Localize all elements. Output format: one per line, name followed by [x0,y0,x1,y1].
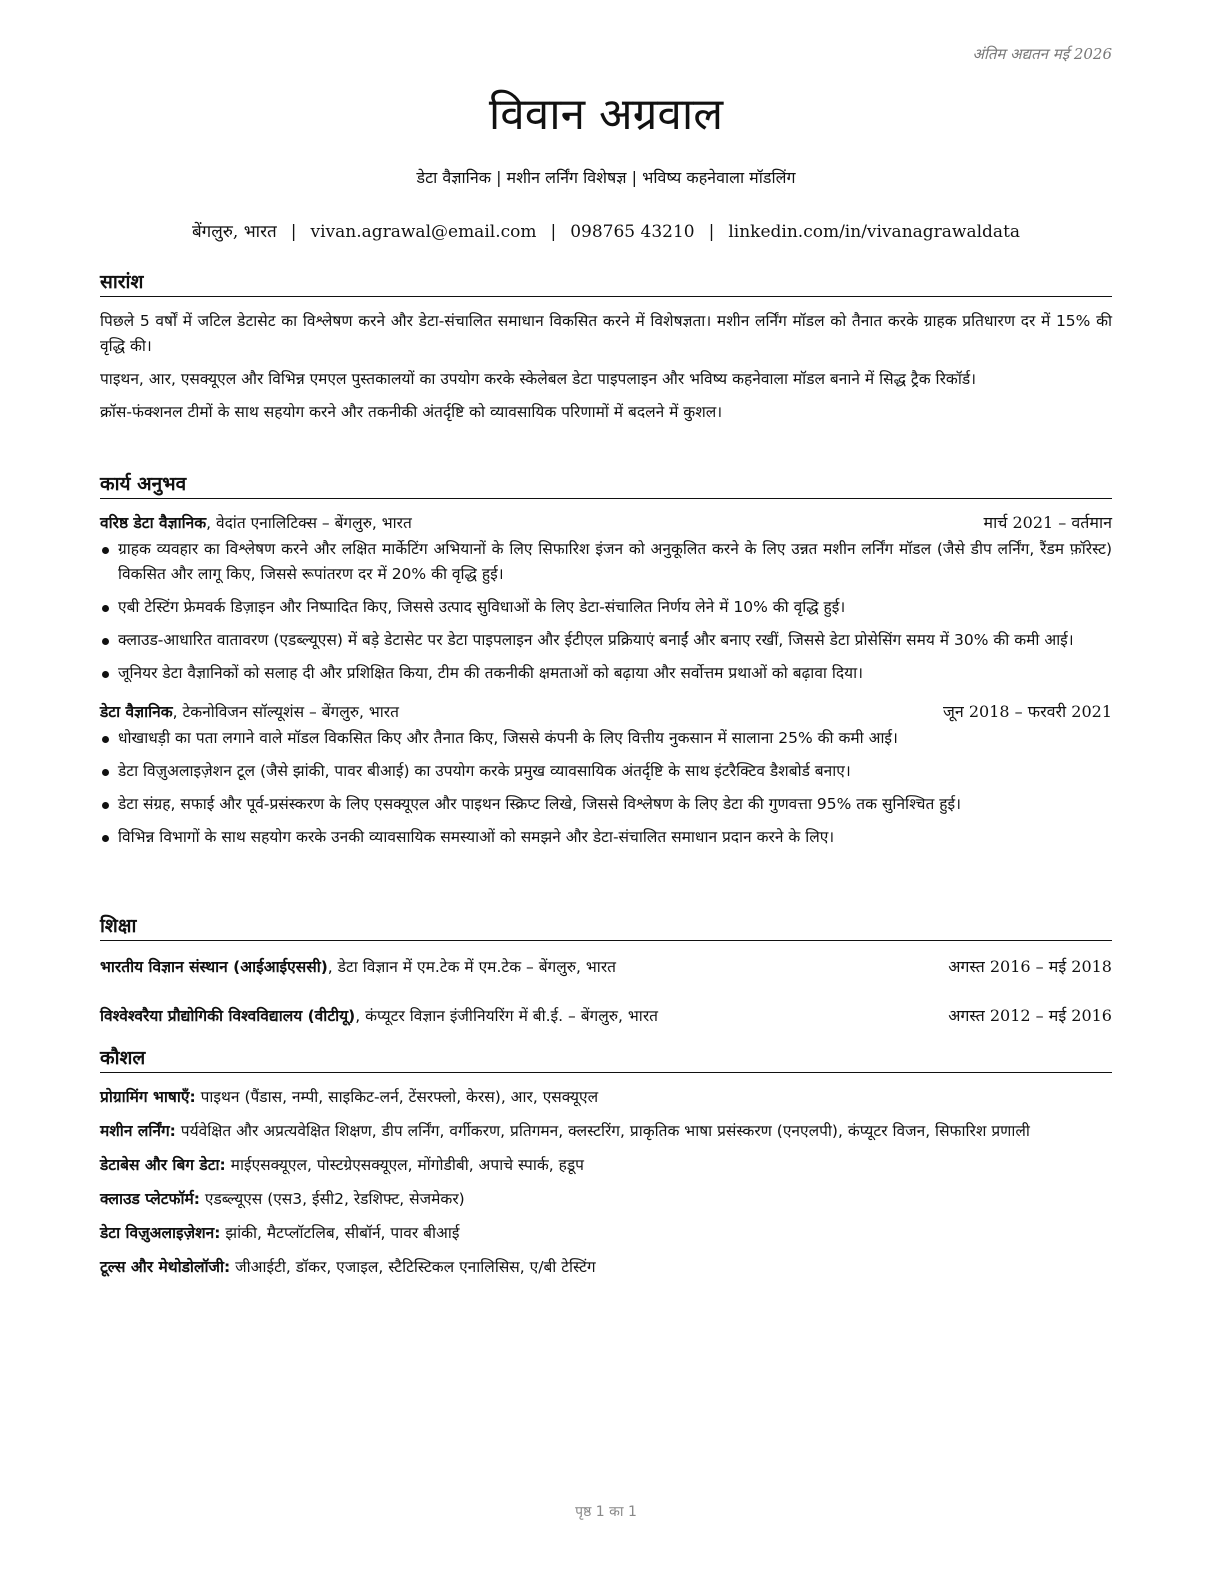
skill-value: झांकी, मैटप्लॉटलिब, सीबॉर्न, पावर बीआई [220,1224,460,1242]
institution: विश्वेश्वरैया प्रौद्योगिकी विश्वविद्यालय (वीटीयू) [100,1007,356,1025]
last-updated: अंतिम अद्यतन मई 2026 [972,45,1112,63]
bullet-item: डेटा संग्रह, सफाई और पूर्व-प्रसंस्करण के लिए एसक्यूएल और पाइथन स्क्रिप्ट लिखे, जिससे विश्लेषण के लिए डेटा की गुणवत्ता 95% तक सुनिश्चित हुई। [118,792,1112,817]
bullet-item: जूनियर डेटा वैज्ञानिकों को सलाह दी और प्रशिक्षित किया, टीम की तकनीकी क्षमताओं को बढ़ाया और सर्वोत्तम प्रथाओं को बढ़ावा दिया। [118,661,1112,686]
education-dates: अगस्त 2016 – मई 2018 [948,957,1112,976]
section-title-experience: कार्य अनुभव [100,470,1112,499]
separator: | [550,222,557,242]
skill-row [100,1153,1112,1178]
job-entry [100,511,1112,686]
job-header [100,511,1112,535]
bullet-item: धोखाधड़ी का पता लगाने वाले मॉडल विकसित किए और तैनात किए, जिससे कंपनी के लिए वित्तीय नुकसान में सालाना 25% की कमी आई। [118,726,1112,751]
education-line [100,955,616,979]
separator: | [708,222,715,242]
phone: 098765 43210 [570,222,695,242]
section-title-skills: कौशल [100,1044,1112,1073]
job-title-line [100,511,412,535]
skill-value: जीआईटी, डॉकर, एजाइल, स्टैटिस्टिकल एनालिसिस, ए/बी टेस्टिंग [230,1258,596,1276]
location: बेंगलुरु, भारत [191,222,277,242]
bullet-item: डेटा विज़ुअलाइज़ेशन टूल (जैसे झांकी, पावर बीआई) का उपयोग करके प्रमुख व्यावसायिक अंतर्दृष्टि के साथ इंटरैक्टिव डैशबोर्ड बनाए। [118,759,1112,784]
education-entry [100,1004,1112,1028]
education-line [100,1004,658,1028]
education-entry [100,955,1112,979]
skill-row [100,1255,1112,1280]
job-dates: मार्च 2021 – वर्तमान [983,513,1112,532]
skill-row [100,1085,1112,1110]
job-org: , वेदांत एनालिटिक्स – बेंगलुरु, भारत [206,514,412,532]
job-role: वरिष्ठ डेटा वैज्ञानिक [100,514,207,532]
page-number: पृष्ठ 1 का 1 [575,1504,637,1520]
summary-paragraph: क्रॉस-फंक्शनल टीमों के साथ सहयोग करने और तकनीकी अंतर्दृष्टि को व्यावसायिक परिणामों में बदलने में कुशल। [100,403,723,421]
job-bullets [100,537,1112,686]
skills-section [100,1044,1112,1289]
linkedin-link[interactable]: linkedin.com/in/vivanagrawaldata [728,222,1021,242]
skill-row [100,1119,1112,1144]
skill-value: माईएसक्यूएल, पोस्टग्रेएसक्यूएल, मोंगोडीबी, अपाचे स्पार्क, हडूप [225,1156,584,1174]
summary-section [100,268,1112,433]
contact-line [100,219,1112,242]
bullet-item: विभिन्न विभागों के साथ सहयोग करके उनकी व्यावसायिक समस्याओं को समझने और डेटा-संचालित समाधान प्रदान करने के लिए। [118,825,1112,850]
job-org: , टेकनोविजन सॉल्यूशंस – बेंगलुरु, भारत [172,703,399,721]
summary-paragraph: पाइथन, आर, एसक्यूएल और विभिन्न एमएल पुस्तकालयों का उपयोग करके स्केलेबल डेटा पाइपलाइन और भविष्य कहनेवाला मॉडल बनाने में सिद्ध ट्रैक रिकॉर्ड। [100,370,977,388]
skill-row [100,1221,1112,1246]
experience-section [100,470,1112,858]
skill-label: क्लाउड प्लेटफॉर्म: [100,1190,200,1208]
skill-label: टूल्स और मेथोडोलॉजी: [100,1258,231,1276]
email-link[interactable]: vivan.agrawal@email.com [310,222,537,242]
skill-label: मशीन लर्निंग: [100,1122,176,1140]
job-role: डेटा वैज्ञानिक [100,703,173,721]
institution: भारतीय विज्ञान संस्थान (आईआईएससी) [100,958,328,976]
tagline: डेटा वैज्ञानिक | मशीन लर्निंग विशेषज्ञ | भविष्य कहनेवाला मॉडलिंग [416,168,796,187]
skill-row [100,1187,1112,1212]
bullet-item: एबी टेस्टिंग फ्रेमवर्क डिज़ाइन और निष्पादित किए, जिससे उत्पाद सुविधाओं के लिए डेटा-संचालित निर्णय लेने में 10% की वृद्धि हुई। [118,595,1112,620]
job-entry [100,700,1112,850]
separator: | [290,222,297,242]
education-section [100,912,1112,1028]
skill-label: डेटा विज़ुअलाइज़ेशन: [100,1224,221,1242]
skill-label: डेटाबेस और बिग डेटा: [100,1156,226,1174]
job-bullets [100,726,1112,850]
degree-detail: , कंप्यूटर विज्ञान इंजीनियरिंग में बी.ई. – बेंगलुरु, भारत [355,1007,658,1025]
bullet-item: क्लाउड-आधारित वातावरण (एडब्ल्यूएस) में बड़े डेटासेट पर डेटा पाइपलाइन और ईटीएल प्रक्रियाएं बनाईं और बनाए रखीं, जिससे डेटा प्रोसेसिंग समय में 30% की कमी आई। [118,628,1112,653]
summary-paragraph: पिछले 5 वर्षों में जटिल डेटासेट का विश्लेषण करने और डेटा-संचालित समाधान विकसित करने में विशेषज्ञता। मशीन लर्निंग मॉडल को तैनात करके ग्राहक प्रतिधारण दर में 15% की वृद्धि की। [100,312,1112,355]
job-dates: जून 2018 – फरवरी 2021 [943,702,1112,721]
section-title-summary: सारांश [100,268,1112,297]
candidate-name: विवान अग्रवाल [488,89,724,140]
job-title-line [100,700,399,724]
skill-value: पर्यवेक्षित और अप्रत्यवेक्षित शिक्षण, डीप लर्निंग, वर्गीकरण, प्रतिगमन, क्लस्टरिंग, प्राकृतिक भाषा प्रसंस्करण (एनएलपी), कंप्यूटर विजन, सिफारिश प्रणाली [175,1122,1030,1140]
job-header [100,700,1112,724]
skill-value: एडब्ल्यूएस (एस3, ईसी2, रेडशिफ्ट, सेजमेकर) [199,1190,465,1208]
section-title-education: शिक्षा [100,912,1112,941]
education-dates: अगस्त 2012 – मई 2016 [948,1006,1112,1025]
degree-detail: , डेटा विज्ञान में एम.टेक में एम.टेक – बेंगलुरु, भारत [327,958,616,976]
skill-label: प्रोग्रामिंग भाषाएँ: [100,1088,196,1106]
skill-value: पाइथन (पैंडास, नम्पी, साइकिट-लर्न, टेंसरफ्लो, केरस), आर, एसक्यूएल [195,1088,599,1106]
bullet-item: ग्राहक व्यवहार का विश्लेषण करने और लक्षित मार्केटिंग अभियानों के लिए सिफारिश इंजन को अनुकूलित करने के लिए उन्नत मशीन लर्निंग मॉडल (जैसे डीप लर्निंग, रैंडम फ़ॉरेस्ट) विकसित और लागू किए, जिससे रूपांतरण दर में 20% की वृद्धि हुई। [118,537,1112,587]
